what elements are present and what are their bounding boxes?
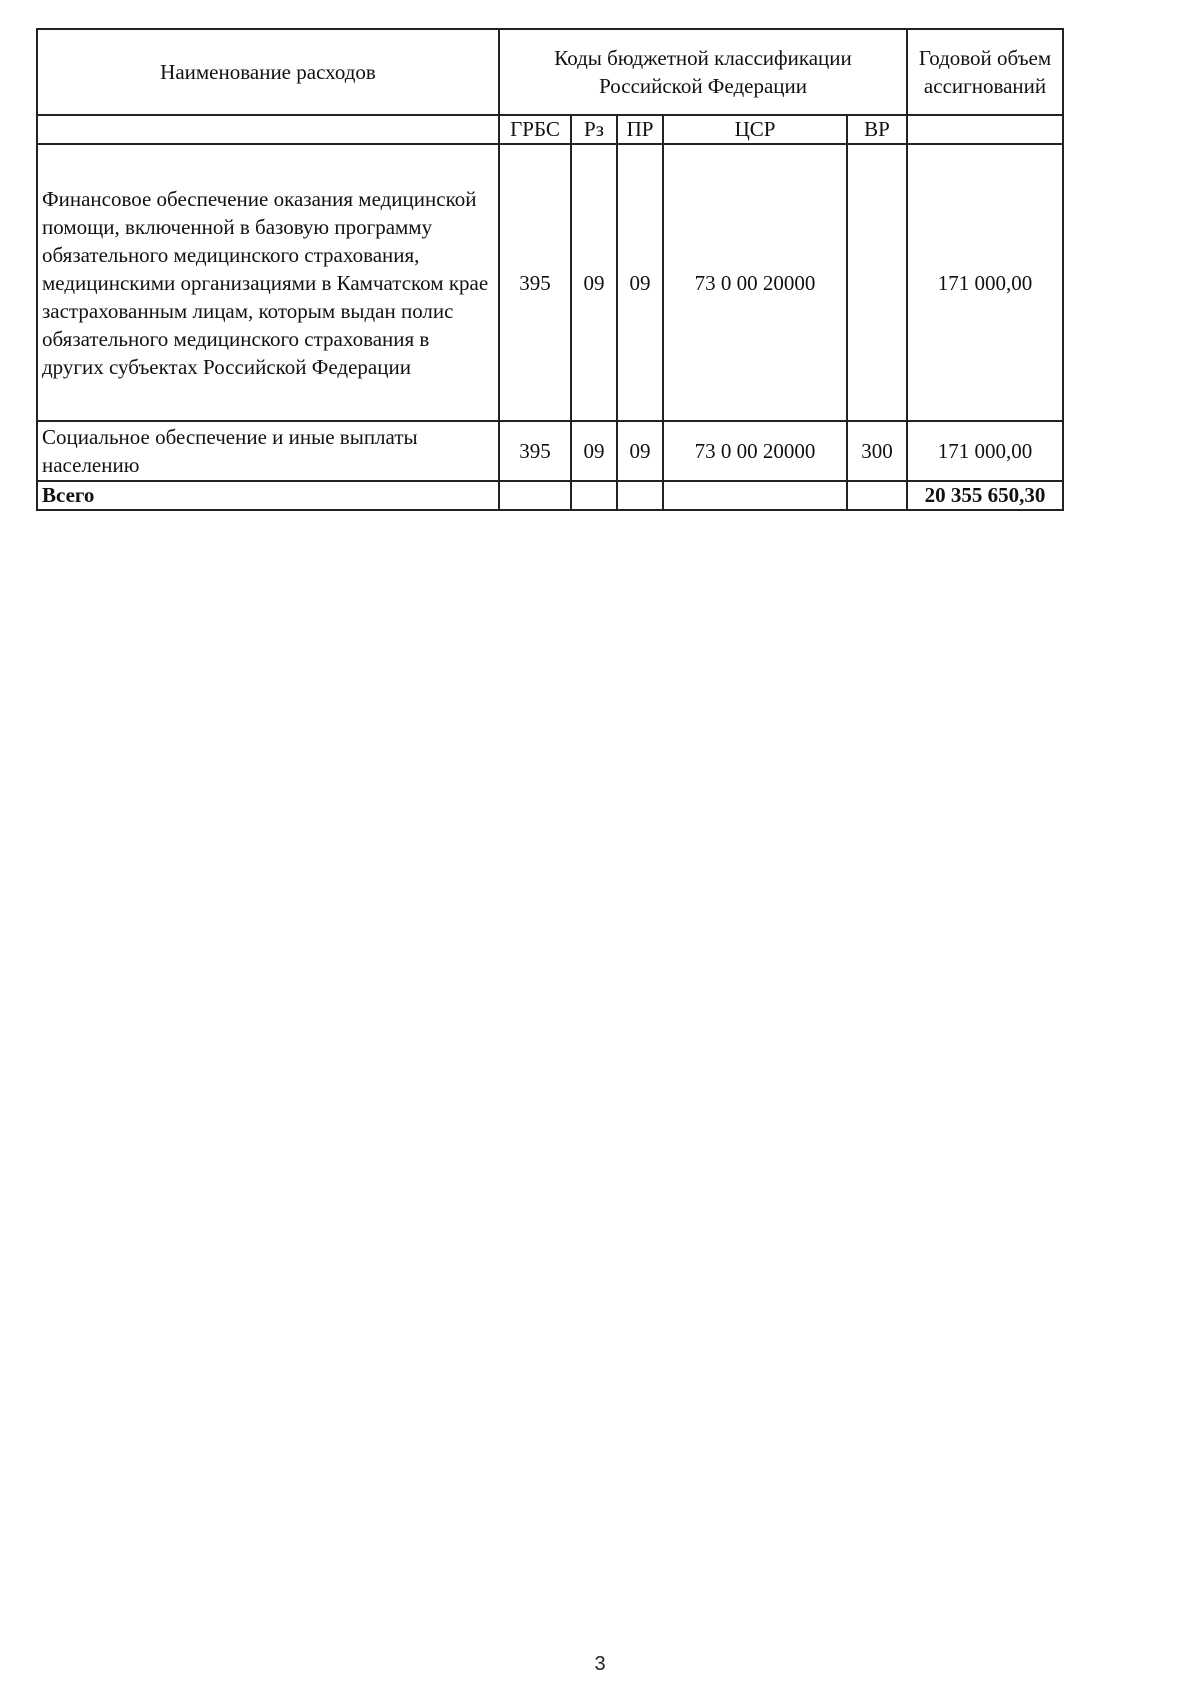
row-amount: 171 000,00 xyxy=(907,144,1063,421)
row-pr: 09 xyxy=(617,421,663,481)
header-name: Наименование расходов xyxy=(37,29,499,115)
row-vr: 300 xyxy=(847,421,907,481)
subheader-vr: ВР xyxy=(847,115,907,144)
total-empty-vr xyxy=(847,481,907,510)
table-subheader-row xyxy=(37,115,1063,144)
total-row xyxy=(37,481,1063,510)
total-empty-csr xyxy=(663,481,847,510)
subheader-empty-volume xyxy=(907,115,1063,144)
row-rz: 09 xyxy=(571,144,617,421)
row-csr: 73 0 00 20000 xyxy=(663,144,847,421)
header-codes: Коды бюджетной классификации Российской Федерации xyxy=(499,29,907,115)
total-empty-pr xyxy=(617,481,663,510)
total-label: Всего xyxy=(37,481,499,510)
total-amount: 20 355 650,30 xyxy=(907,481,1063,510)
row-name: Финансовое обеспечение оказания медицинской помощи, включенной в базовую программу обязательного медицинского страхования, медицинскими организациями в Камчатском крае застрахованным лицам, которым выдан полис обязательного медицинского страхования в других субъектах Российской Федерации xyxy=(37,144,499,421)
row-csr: 73 0 00 20000 xyxy=(663,421,847,481)
row-grbs: 395 xyxy=(499,421,571,481)
page-number: 3 xyxy=(594,1653,606,1675)
total-empty-grbs xyxy=(499,481,571,510)
row-grbs: 395 xyxy=(499,144,571,421)
subheader-csr: ЦСР xyxy=(663,115,847,144)
subheader-pr: ПР xyxy=(617,115,663,144)
row-vr xyxy=(847,144,907,421)
row-amount: 171 000,00 xyxy=(907,421,1063,481)
table-header-row xyxy=(37,29,1063,115)
budget-table xyxy=(36,28,1064,511)
row-pr: 09 xyxy=(617,144,663,421)
subheader-grbs: ГРБС xyxy=(499,115,571,144)
row-name: Социальное обеспечение и иные выплаты населению xyxy=(37,421,499,481)
table-row xyxy=(37,421,1063,481)
subheader-empty-name xyxy=(37,115,499,144)
total-empty-rz xyxy=(571,481,617,510)
table-row xyxy=(37,144,1063,421)
row-rz: 09 xyxy=(571,421,617,481)
subheader-rz: Рз xyxy=(571,115,617,144)
header-volume: Годовой объем ассигнований xyxy=(907,29,1063,115)
